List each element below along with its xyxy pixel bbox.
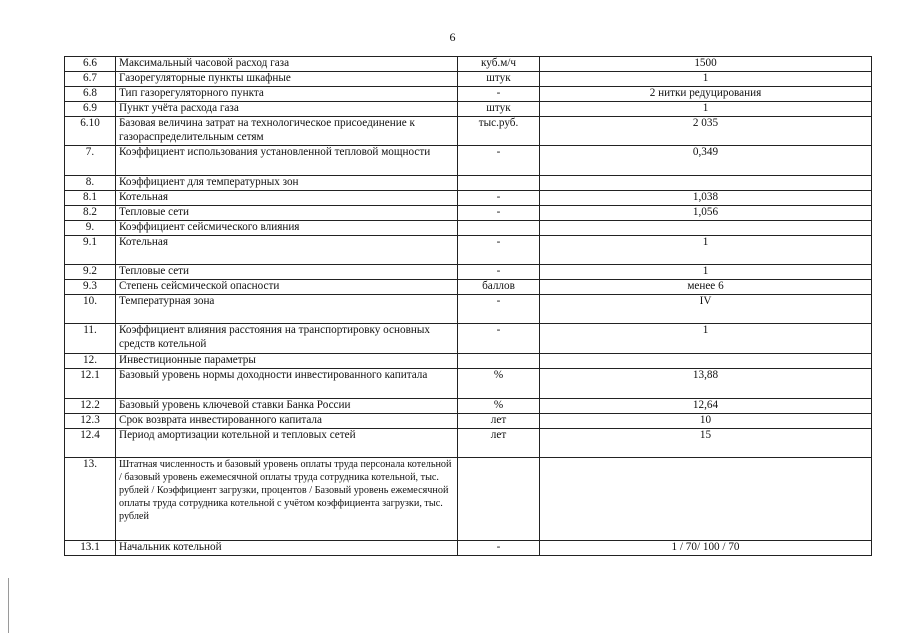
- table-row: [65, 191, 872, 206]
- unit-cell: штук: [458, 72, 540, 87]
- parameter-name-cell: Инвестиционные параметры: [116, 354, 458, 369]
- row-number-cell: 12.: [65, 354, 116, 369]
- table-row: [65, 295, 872, 324]
- row-number-cell: 11.: [65, 324, 116, 354]
- value-cell: 2 нитки редуцирования: [540, 87, 872, 102]
- parameter-name-cell: Период амортизации котельной и тепловых сетей: [116, 429, 458, 458]
- unit-cell: тыс.руб.: [458, 117, 540, 146]
- value-cell: 1 / 70/ 100 / 70: [540, 541, 872, 556]
- parameter-name-cell: Коэффициент использования установленной тепловой мощности: [116, 146, 458, 176]
- unit-cell: лет: [458, 414, 540, 429]
- unit-cell: %: [458, 399, 540, 414]
- row-number-cell: 9.2: [65, 265, 116, 280]
- parameter-name-cell: Штатная численность и базовый уровень оплаты труда персонала котельной / базовый уровень ежемесячной оплаты труда сотрудника котельной, тыс. рублей / Коэффициент загрузки, процентов / Базовый уровень ежемесячной оплаты труда сотрудника котельной с учётом коэффициента загрузки, тыс. рублей: [116, 458, 458, 541]
- parameter-name-cell: Степень сейсмической опасности: [116, 280, 458, 295]
- scan-edge-line: [8, 578, 9, 633]
- value-cell: [540, 458, 872, 541]
- unit-cell: куб.м/ч: [458, 57, 540, 72]
- table-row: [65, 206, 872, 221]
- value-cell: IV: [540, 295, 872, 324]
- unit-cell: лет: [458, 429, 540, 458]
- table-row: [65, 414, 872, 429]
- value-cell: 13,88: [540, 369, 872, 399]
- table-row: [65, 280, 872, 295]
- row-number-cell: 6.9: [65, 102, 116, 117]
- row-number-cell: 9.1: [65, 236, 116, 265]
- table-row: [65, 399, 872, 414]
- row-number-cell: 12.3: [65, 414, 116, 429]
- table-row: [65, 146, 872, 176]
- row-number-cell: 6.10: [65, 117, 116, 146]
- table-row: [65, 541, 872, 556]
- parameter-name-cell: Начальник котельной: [116, 541, 458, 556]
- parameter-name-cell: Тепловые сети: [116, 206, 458, 221]
- parameter-name-cell: Коэффициент для температурных зон: [116, 176, 458, 191]
- parameters-table: [64, 56, 872, 556]
- value-cell: 1,038: [540, 191, 872, 206]
- value-cell: 1500: [540, 57, 872, 72]
- value-cell: 15: [540, 429, 872, 458]
- page-number: 6: [449, 30, 456, 44]
- unit-cell: -: [458, 236, 540, 265]
- row-number-cell: 8.2: [65, 206, 116, 221]
- row-number-cell: 9.3: [65, 280, 116, 295]
- parameter-name-cell: Температурная зона: [116, 295, 458, 324]
- unit-cell: [458, 221, 540, 236]
- table-row: [65, 354, 872, 369]
- value-cell: [540, 176, 872, 191]
- row-number-cell: 12.2: [65, 399, 116, 414]
- parameter-name-cell: Пункт учёта расхода газа: [116, 102, 458, 117]
- value-cell: 12,64: [540, 399, 872, 414]
- unit-cell: -: [458, 191, 540, 206]
- parameter-name-cell: Базовая величина затрат на технологическое присоединение к газораспределительным сетям: [116, 117, 458, 146]
- unit-cell: штук: [458, 102, 540, 117]
- parameter-name-cell: Коэффициент сейсмического влияния: [116, 221, 458, 236]
- parameter-name-cell: Газорегуляторные пункты шкафные: [116, 72, 458, 87]
- unit-cell: -: [458, 87, 540, 102]
- unit-cell: -: [458, 146, 540, 176]
- parameter-name-cell: Максимальный часовой расход газа: [116, 57, 458, 72]
- table-row: [65, 324, 872, 354]
- row-number-cell: 7.: [65, 146, 116, 176]
- value-cell: менее 6: [540, 280, 872, 295]
- row-number-cell: 13.1: [65, 541, 116, 556]
- table-row: [65, 57, 872, 72]
- value-cell: 10: [540, 414, 872, 429]
- row-number-cell: 6.7: [65, 72, 116, 87]
- parameter-name-cell: Коэффициент влияния расстояния на транспортировку основных средств котельной: [116, 324, 458, 354]
- table-row: [65, 176, 872, 191]
- parameter-name-cell: Срок возврата инвестированного капитала: [116, 414, 458, 429]
- row-number-cell: 8.1: [65, 191, 116, 206]
- unit-cell: [458, 176, 540, 191]
- value-cell: [540, 221, 872, 236]
- value-cell: 0,349: [540, 146, 872, 176]
- row-number-cell: 6.8: [65, 87, 116, 102]
- row-number-cell: 12.4: [65, 429, 116, 458]
- parameter-name-cell: Котельная: [116, 236, 458, 265]
- table-row: [65, 265, 872, 280]
- table-row: [65, 458, 872, 541]
- table-row: [65, 369, 872, 399]
- table-row: [65, 429, 872, 458]
- value-cell: 1: [540, 324, 872, 354]
- parameter-name-cell: Базовый уровень ключевой ставки Банка России: [116, 399, 458, 414]
- parameter-name-cell: Тип газорегуляторного пункта: [116, 87, 458, 102]
- value-cell: 1: [540, 72, 872, 87]
- table-row: [65, 221, 872, 236]
- value-cell: 1: [540, 102, 872, 117]
- parameter-name-cell: Базовый уровень нормы доходности инвестированного капитала: [116, 369, 458, 399]
- parameter-name-cell: Котельная: [116, 191, 458, 206]
- row-number-cell: 8.: [65, 176, 116, 191]
- table-row: [65, 236, 872, 265]
- row-number-cell: 9.: [65, 221, 116, 236]
- row-number-cell: 10.: [65, 295, 116, 324]
- unit-cell: [458, 354, 540, 369]
- table-body: [65, 57, 872, 556]
- parameter-name-cell: Тепловые сети: [116, 265, 458, 280]
- table-row: [65, 87, 872, 102]
- table-row: [65, 72, 872, 87]
- unit-cell: [458, 458, 540, 541]
- value-cell: 2 035: [540, 117, 872, 146]
- unit-cell: -: [458, 295, 540, 324]
- unit-cell: %: [458, 369, 540, 399]
- value-cell: [540, 354, 872, 369]
- unit-cell: баллов: [458, 280, 540, 295]
- table-row: [65, 117, 872, 146]
- row-number-cell: 13.: [65, 458, 116, 541]
- unit-cell: -: [458, 541, 540, 556]
- value-cell: 1: [540, 236, 872, 265]
- row-number-cell: 12.1: [65, 369, 116, 399]
- unit-cell: -: [458, 206, 540, 221]
- value-cell: 1,056: [540, 206, 872, 221]
- unit-cell: -: [458, 265, 540, 280]
- row-number-cell: 6.6: [65, 57, 116, 72]
- value-cell: 1: [540, 265, 872, 280]
- unit-cell: -: [458, 324, 540, 354]
- table-row: [65, 102, 872, 117]
